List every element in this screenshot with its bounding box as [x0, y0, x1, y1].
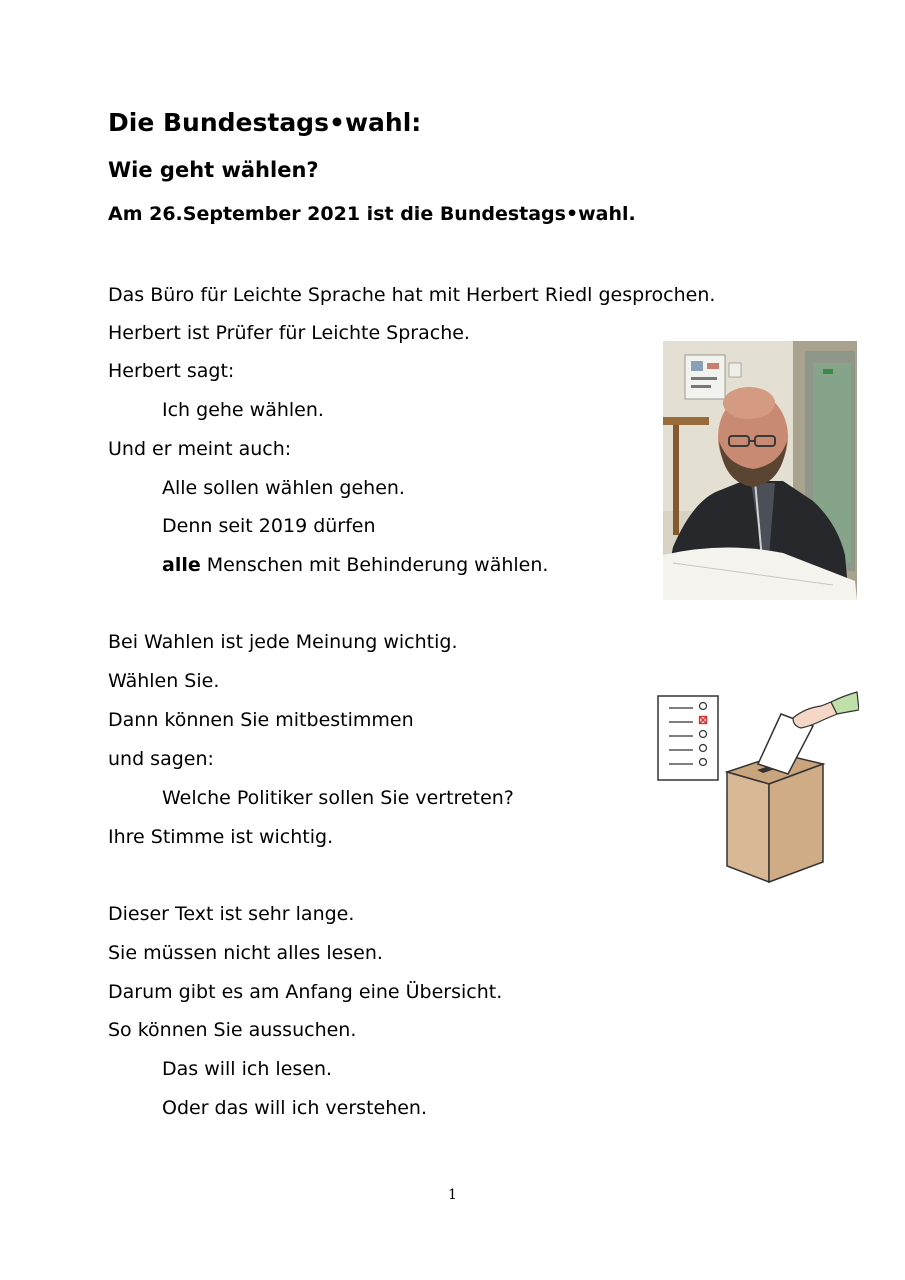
text-line-rest: Menschen mit Behinderung wählen. [200, 554, 549, 576]
text-line-indented: Alle sollen wählen gehen. [162, 477, 405, 499]
ballot-illustration [655, 688, 859, 884]
text-line: Herbert sagt: [108, 360, 235, 382]
page-number: 1 [448, 1187, 457, 1203]
text-line: Herbert ist Prüfer für Leichte Sprache. [108, 322, 470, 344]
page-subtitle: Wie geht wählen? [108, 158, 319, 182]
photo-illustration [663, 341, 857, 600]
text-line-indented: Ich gehe wählen. [162, 399, 324, 421]
text-line: Dann können Sie mitbestimmen [108, 709, 414, 731]
emphasis-word: alle [162, 554, 201, 576]
date-heading: Am 26.September 2021 ist die Bundestags•wahl. [108, 203, 636, 225]
text-line-indented: Denn seit 2019 dürfen [162, 515, 376, 537]
text-line-indented: Welche Politiker sollen Sie vertreten? [162, 787, 514, 809]
text-line-indented [162, 553, 548, 577]
text-line-indented: Das will ich lesen. [162, 1058, 333, 1080]
ballot-box-icon [655, 688, 859, 884]
text-line-indented: Oder das will ich verstehen. [162, 1097, 428, 1119]
photo-man-at-desk [663, 341, 857, 600]
text-line: So können Sie aussuchen. [108, 1019, 357, 1041]
text-line: Und er meint auch: [108, 438, 292, 460]
text-line: und sagen: [108, 748, 214, 770]
text-line: Bei Wahlen ist jede Meinung wichtig. [108, 631, 458, 653]
text-line: Dieser Text ist sehr lange. [108, 903, 355, 925]
page-title: Die Bundestags•wahl: [108, 108, 422, 137]
text-line: Das Büro für Leichte Sprache hat mit Herbert Riedl gesprochen. [108, 284, 716, 306]
text-line: Darum gibt es am Anfang eine Übersicht. [108, 981, 503, 1003]
text-line: Sie müssen nicht alles lesen. [108, 942, 383, 964]
text-line: Wählen Sie. [108, 670, 220, 692]
text-line: Ihre Stimme ist wichtig. [108, 826, 334, 848]
